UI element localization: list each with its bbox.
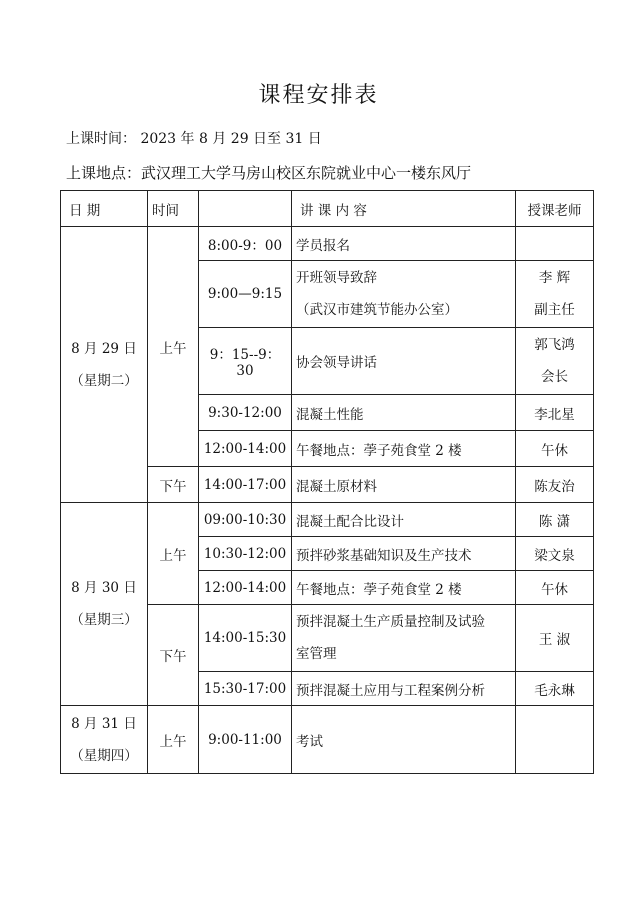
teacher-cell bbox=[516, 328, 594, 395]
teacher-cell: 李北星 bbox=[516, 395, 594, 431]
table-row bbox=[61, 503, 594, 537]
time-slot: 10:30-12:00 bbox=[199, 537, 292, 571]
teacher-cell: 午休 bbox=[516, 571, 594, 605]
time-slot: 9:00-11:00 bbox=[199, 706, 292, 774]
time-slot: 14:00-15:30 bbox=[199, 605, 292, 672]
teacher-cell: 王 淑 bbox=[516, 605, 594, 672]
date-text: 8 月 30 日 bbox=[71, 580, 137, 596]
time-slot: 15:30-17:00 bbox=[199, 672, 292, 706]
header-slot bbox=[199, 191, 292, 227]
teacher-title: 副主任 bbox=[534, 302, 575, 318]
period-afternoon: 下午 bbox=[148, 605, 199, 706]
course-content: 预拌砂浆基础知识及生产技术 bbox=[292, 537, 516, 571]
course-content: 混凝土原材料 bbox=[292, 467, 516, 503]
header-date: 日 期 bbox=[61, 191, 148, 227]
weekday-text: （星期二） bbox=[70, 372, 138, 389]
course-content: 考试 bbox=[292, 706, 516, 774]
teacher-cell: 午休 bbox=[516, 431, 594, 467]
course-content: 预拌混凝土应用与工程案例分析 bbox=[292, 672, 516, 706]
course-content: 混凝土性能 bbox=[292, 395, 516, 431]
course-time-line: 上课时间： 2023 年 8 月 29 日至 31 日 bbox=[66, 131, 322, 147]
date-text: 8 月 29 日 bbox=[71, 340, 137, 357]
course-content bbox=[292, 261, 516, 328]
course-content: 协会领导讲话 bbox=[292, 328, 516, 395]
course-content: 混凝土配合比设计 bbox=[292, 503, 516, 537]
teacher-cell bbox=[516, 706, 594, 774]
teacher-name: 郭飞鸿 bbox=[534, 337, 575, 353]
weekday-text: （星期四） bbox=[70, 747, 138, 764]
course-content bbox=[292, 605, 516, 672]
time-slot: 9:00—9:15 bbox=[199, 261, 292, 328]
header-teacher: 授课老师 bbox=[516, 191, 594, 227]
teacher-title: 会长 bbox=[541, 369, 568, 385]
time-slot: 9:30-12:00 bbox=[199, 395, 292, 431]
time-slot: 12:00-14:00 bbox=[199, 571, 292, 605]
header-period: 时间 bbox=[148, 191, 199, 227]
teacher-cell: 毛永琳 bbox=[516, 672, 594, 706]
date-cell bbox=[61, 227, 148, 503]
content-line: 室管理 bbox=[296, 646, 337, 662]
time-slot: 09:00-10:30 bbox=[199, 503, 292, 537]
period-afternoon: 下午 bbox=[148, 467, 199, 503]
date-cell bbox=[61, 706, 148, 774]
table-row bbox=[61, 227, 594, 261]
course-content: 午餐地点：荸子苑食堂 2 楼 bbox=[292, 571, 516, 605]
weekday-text: （星期三） bbox=[70, 612, 138, 628]
schedule-table bbox=[60, 190, 594, 774]
teacher-cell: 陈 潇 bbox=[516, 503, 594, 537]
time-slot: 8:00-9：00 bbox=[199, 227, 292, 261]
period-morning: 上午 bbox=[148, 227, 199, 467]
period-morning: 上午 bbox=[148, 503, 199, 605]
teacher-cell bbox=[516, 261, 594, 328]
table-row bbox=[61, 706, 594, 774]
date-text: 8 月 31 日 bbox=[71, 715, 137, 732]
header-content: 讲 课 内 容 bbox=[292, 191, 516, 227]
teacher-cell bbox=[516, 227, 594, 261]
teacher-cell: 梁文泉 bbox=[516, 537, 594, 571]
course-place-line: 上课地点：武汉理工大学马房山校区东院就业中心一楼东风厅 bbox=[66, 164, 472, 182]
time-slot: 12:00-14:00 bbox=[199, 431, 292, 467]
time-slot: 14:00-17:00 bbox=[199, 467, 292, 503]
date-cell bbox=[61, 503, 148, 706]
content-line: 开班领导致辞 bbox=[296, 270, 377, 286]
teacher-name: 李 辉 bbox=[538, 270, 571, 286]
period-morning: 上午 bbox=[148, 706, 199, 774]
time-slot: 9：15--9：30 bbox=[199, 328, 292, 395]
page-title: 课程安排表 bbox=[258, 83, 379, 108]
header-row bbox=[61, 191, 594, 227]
teacher-cell: 陈友治 bbox=[516, 467, 594, 503]
content-line: 预拌混凝土生产质量控制及试验 bbox=[296, 614, 485, 630]
course-content: 午餐地点：荸子苑食堂 2 楼 bbox=[292, 431, 516, 467]
course-content: 学员报名 bbox=[292, 227, 516, 261]
content-line: （武汉市建筑节能办公室） bbox=[296, 302, 458, 318]
